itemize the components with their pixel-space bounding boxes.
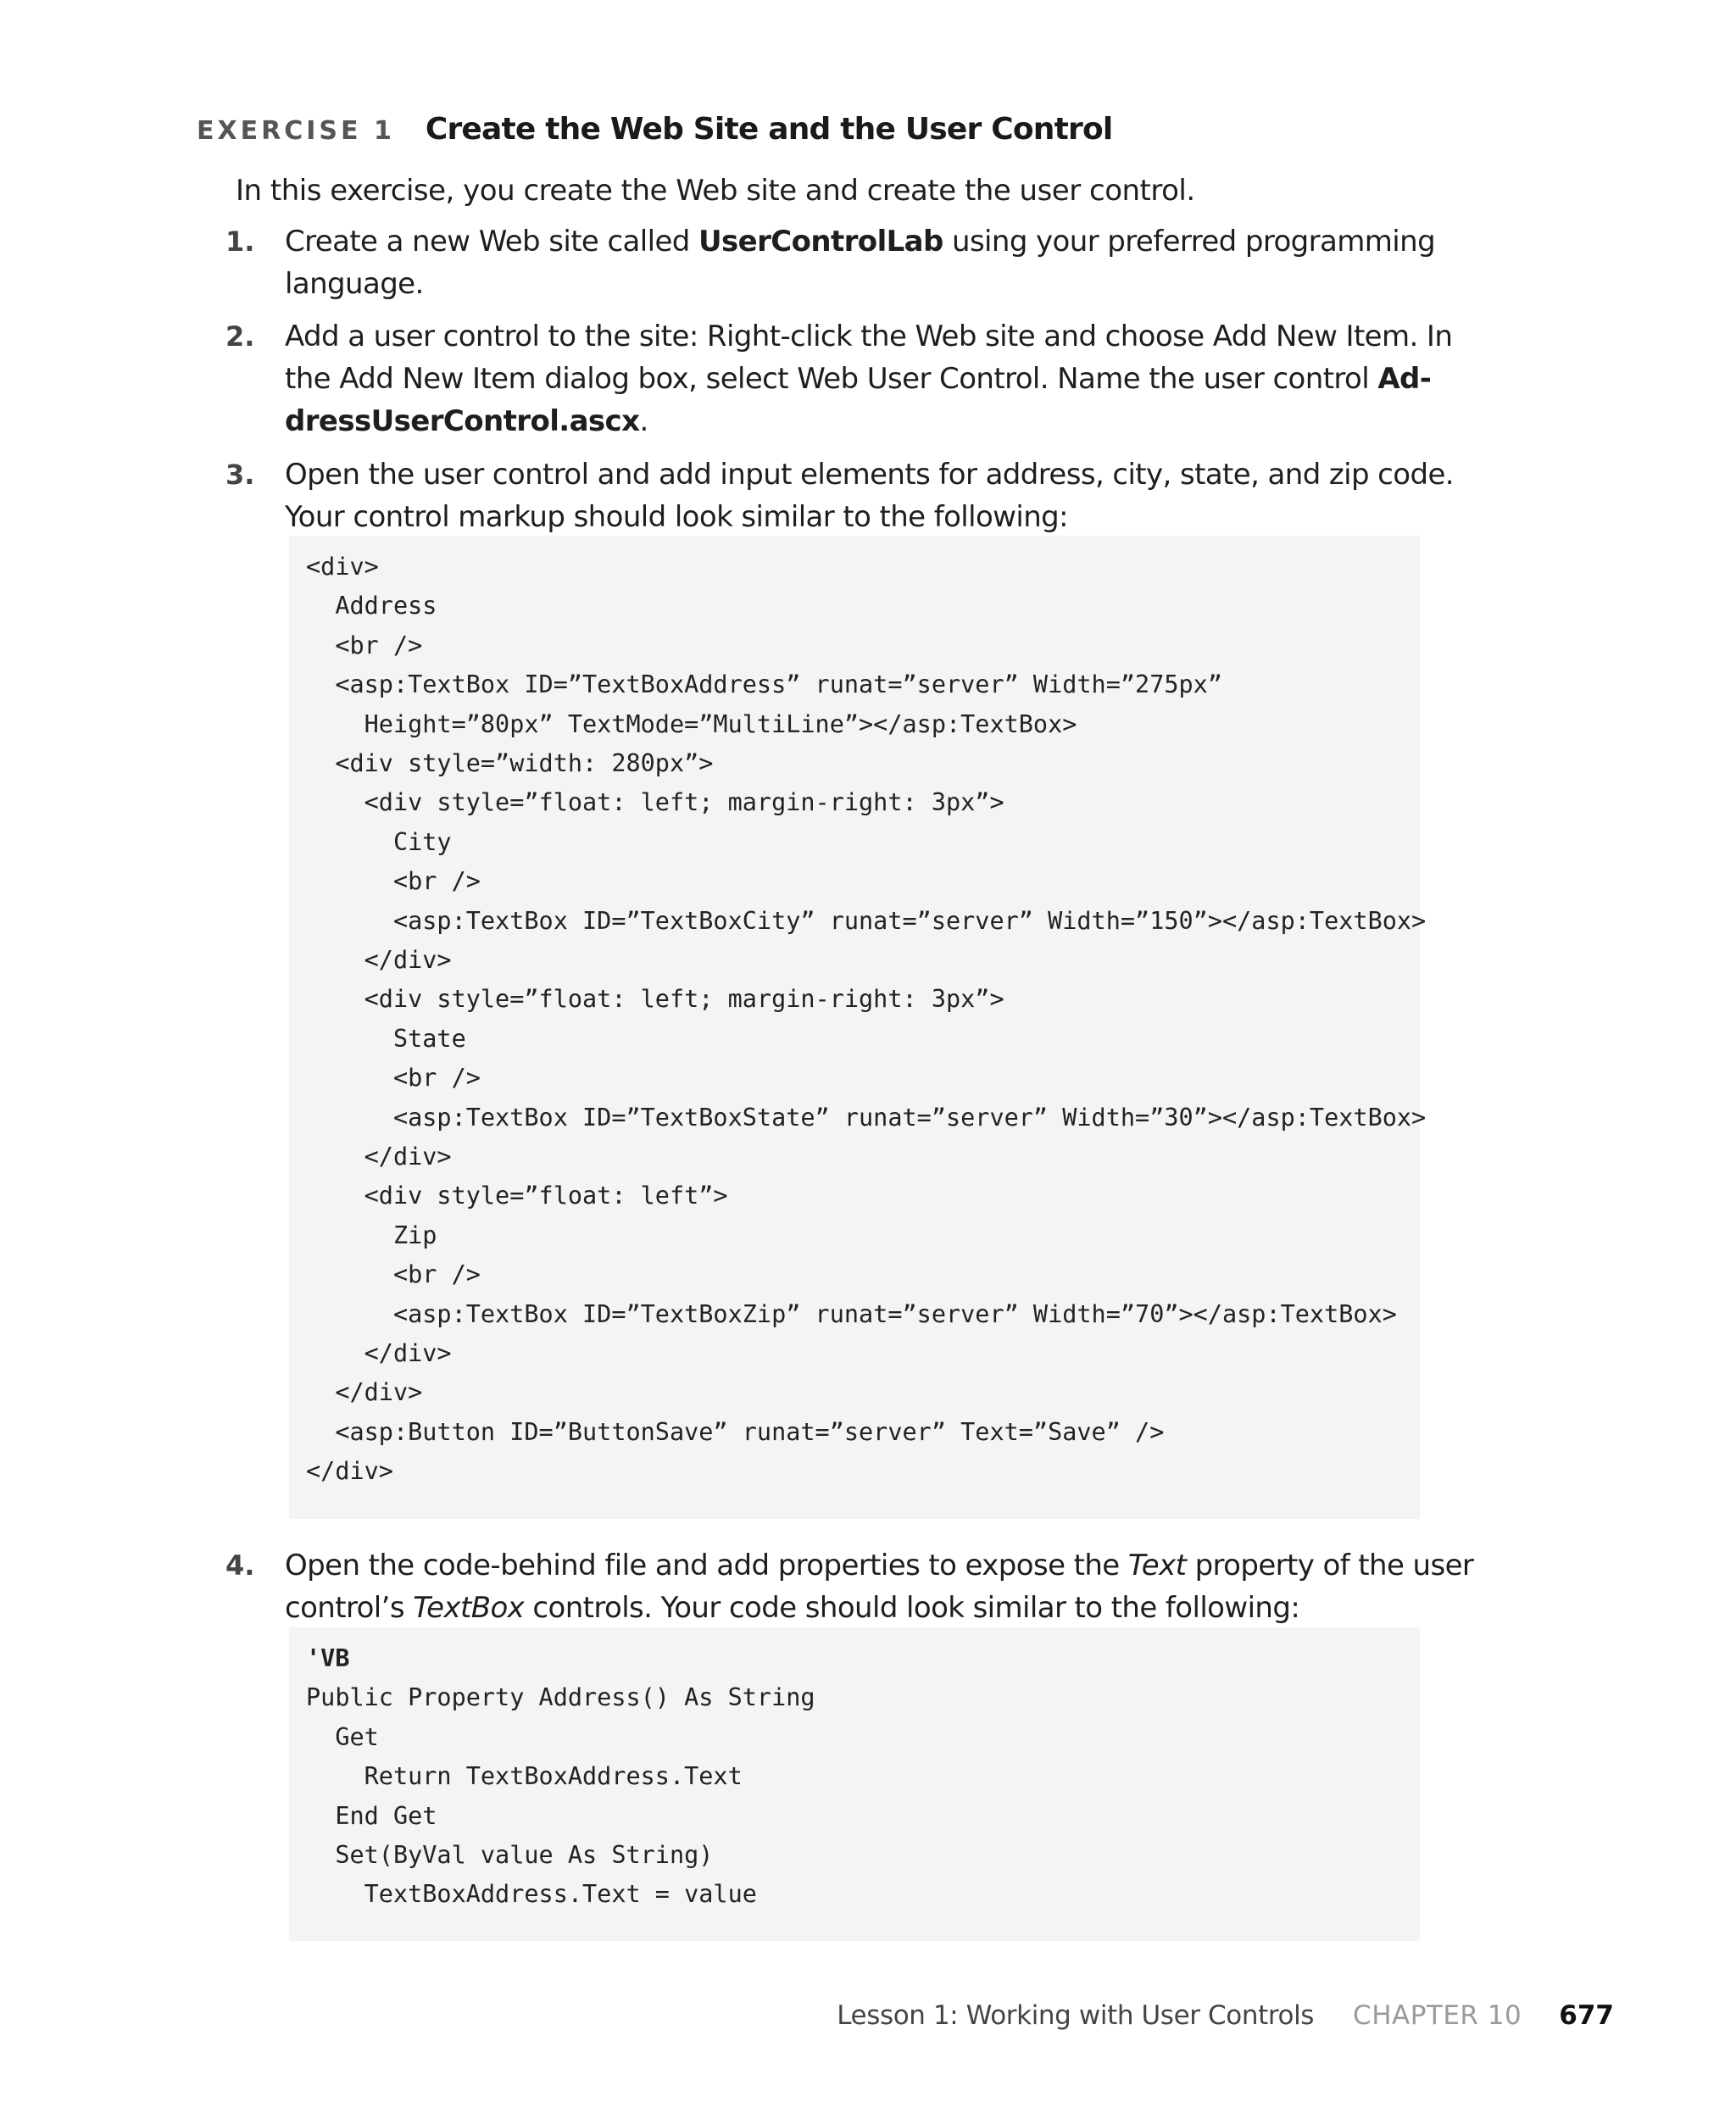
code-line: <asp:TextBox ID=”TextBoxCity” runat=”server” Width=”150”></asp:TextBox> — [306, 906, 1427, 935]
code-line: <div style=”float: left; margin-right: 3px”> — [306, 788, 1004, 817]
code-line: </div> — [306, 1457, 393, 1486]
footer-chapter-label: CHAPTER 10 — [1353, 2000, 1522, 2031]
code-line: </div> — [306, 1339, 452, 1367]
code-line: Height=”80px” TextMode=”MultiLine”></asp:TextBox> — [306, 709, 1077, 738]
step-number: 1. — [225, 225, 255, 258]
footer-lesson-title: Lesson 1: Working with User Controls — [837, 2000, 1315, 2031]
code-line: City — [306, 827, 452, 856]
code-line: <asp:Button ID=”ButtonSave” runat=”server” Text=”Save” /> — [306, 1417, 1165, 1446]
text-run: Your control markup should look similar to the following: — [285, 500, 1069, 534]
code-line: Return TextBoxAddress.Text — [306, 1762, 743, 1791]
code-line: Address — [306, 592, 437, 620]
italic-term: TextBox — [413, 1591, 525, 1625]
code-line: State — [306, 1024, 466, 1053]
code-line: Set(ByVal value As String) — [306, 1841, 714, 1869]
code-line: <br /> — [306, 631, 423, 659]
bold-term: UserControlLab — [698, 225, 943, 259]
step-number: 3. — [225, 459, 255, 491]
step-number: 2. — [225, 320, 255, 353]
step-text-line — [285, 358, 1472, 400]
bold-term: dressUserControl.ascx — [285, 404, 640, 438]
code-line: <asp:TextBox ID=”TextBoxZip” runat=”server” Width=”70”></asp:TextBox> — [306, 1299, 1397, 1328]
code-block-markup — [289, 536, 1427, 1519]
page-footer — [837, 2000, 1614, 2031]
code-line: </div> — [306, 946, 452, 974]
code-language-comment: 'VB — [306, 1644, 350, 1672]
page-number: 677 — [1559, 2000, 1614, 2031]
text-run: using your preferred programming — [943, 225, 1436, 259]
text-run: Open the user control and add input elements for address, city, state, and zip code. — [285, 458, 1454, 492]
code-line: <div style=”width: 280px”> — [306, 749, 714, 777]
step-text — [285, 1544, 1472, 1629]
step-text-line — [285, 315, 1472, 358]
code-line: <asp:TextBox ID=”TextBoxState” runat=”server” Width=”30”></asp:TextBox> — [306, 1103, 1427, 1132]
text-run: controls. Your code should look similar to the following: — [524, 1591, 1300, 1625]
code-line: <br /> — [306, 1260, 481, 1289]
exercise-header — [197, 112, 1112, 147]
step-text — [285, 453, 1472, 538]
exercise-title: Create the Web Site and the User Control — [425, 112, 1113, 147]
exercise-label: EXERCISE 1 — [197, 116, 395, 146]
step-text-line — [285, 263, 1472, 305]
text-run: Add a user control to the site: Right-click the Web site and choose Add New Item. In — [285, 320, 1453, 353]
step-number: 4. — [225, 1549, 255, 1582]
step-text-line — [285, 496, 1472, 538]
code-line: <br /> — [306, 867, 481, 896]
code-line: Get — [306, 1722, 379, 1751]
code-line: <br /> — [306, 1064, 481, 1093]
code-line: </div> — [306, 1143, 452, 1171]
step-text — [285, 315, 1472, 442]
code-line: <div> — [306, 553, 379, 581]
text-run: control’s — [285, 1591, 414, 1625]
text-run: language. — [285, 267, 424, 301]
code-line: </div> — [306, 1378, 423, 1407]
code-line: Public Property Address() As String — [306, 1683, 815, 1712]
intro-paragraph: In this exercise, you create the Web site and create the user control. — [236, 174, 1195, 208]
step-text — [285, 220, 1472, 305]
step-text-line — [285, 1544, 1472, 1587]
step-text-line — [285, 400, 1472, 442]
code-line: Zip — [306, 1221, 437, 1249]
bold-term: Ad- — [1377, 362, 1432, 396]
code-line: TextBoxAddress.Text = value — [306, 1880, 757, 1909]
code-line: <asp:TextBox ID=”TextBoxAddress” runat=”server” Width=”275px” — [306, 670, 1222, 699]
step-text-line — [285, 1587, 1472, 1629]
text-run: Open the code-behind file and add properties to expose the — [285, 1549, 1128, 1582]
text-run: property of the user — [1186, 1549, 1474, 1582]
text-run: . — [639, 404, 648, 438]
text-run: the Add New Item dialog box, select Web User Control. Name the user control — [285, 362, 1378, 396]
code-line: <div style=”float: left”> — [306, 1182, 728, 1210]
code-line: End Get — [306, 1801, 437, 1830]
code-line: <div style=”float: left; margin-right: 3px”> — [306, 985, 1004, 1014]
italic-term: Text — [1127, 1549, 1187, 1582]
code-block-vb — [289, 1627, 1420, 1941]
step-text-line — [285, 220, 1472, 263]
step-text-line — [285, 453, 1472, 496]
text-run: Create a new Web site called — [285, 225, 698, 259]
